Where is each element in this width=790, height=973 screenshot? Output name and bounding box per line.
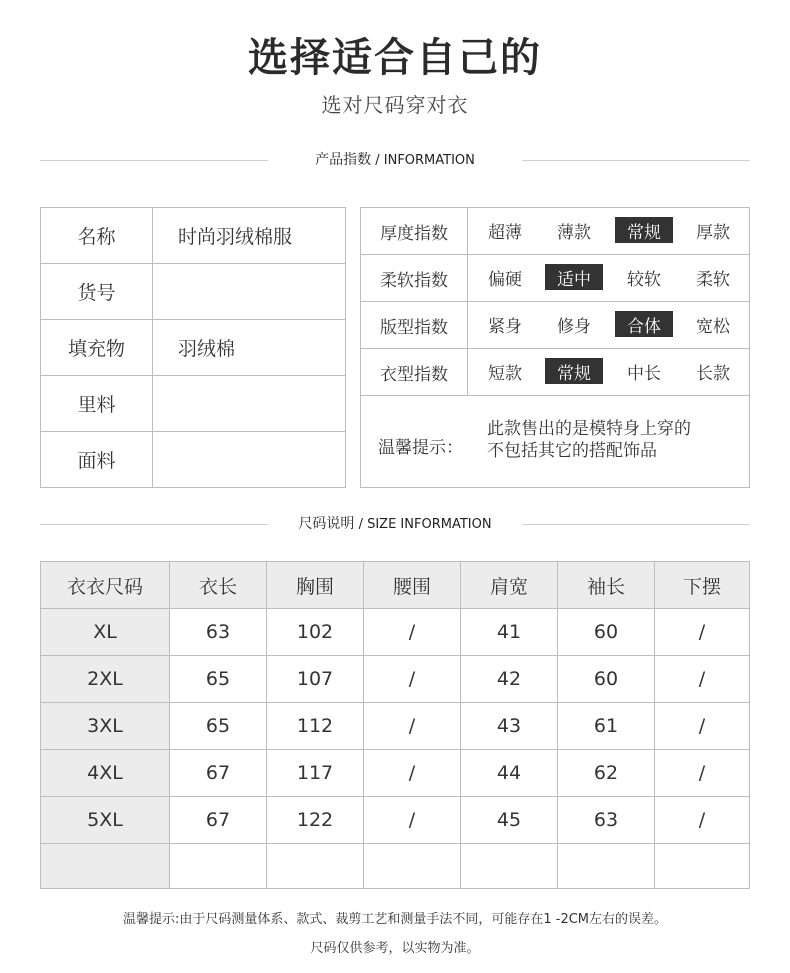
table-cell: 45 — [461, 797, 558, 843]
info-row-item-no — [41, 264, 345, 320]
product-info-table — [40, 207, 346, 488]
info-row-fabric — [41, 432, 345, 487]
size-table-header — [41, 562, 749, 609]
index-key: 衣型指数 — [361, 349, 468, 395]
section-label-cn: 尺码说明 — [298, 516, 355, 532]
table-row — [41, 750, 749, 797]
index-option-selected: 常规 — [615, 217, 673, 243]
table-cell: / — [364, 750, 461, 796]
index-key: 柔软指数 — [361, 255, 468, 301]
tip-text — [487, 418, 691, 462]
table-cell: 117 — [267, 750, 364, 796]
index-option: 长款 — [696, 363, 730, 384]
index-option: 短款 — [488, 363, 522, 384]
index-option-selected: 合体 — [615, 311, 673, 337]
index-option: 超薄 — [488, 222, 522, 243]
index-option: 偏硬 — [488, 269, 522, 290]
column-header: 下摆 — [682, 575, 721, 598]
index-option: 薄款 — [557, 222, 591, 243]
table-row — [41, 609, 749, 656]
table-cell: 112 — [267, 703, 364, 749]
column-header: 袖长 — [558, 562, 655, 608]
index-option: 较软 — [627, 269, 661, 290]
table-cell: / — [698, 668, 706, 690]
table-cell: 67 — [170, 797, 267, 843]
table-row-empty — [41, 844, 749, 888]
product-index-table — [360, 207, 750, 488]
table-row — [41, 703, 749, 750]
table-cell: / — [364, 656, 461, 702]
table-cell — [170, 844, 267, 888]
size-cell: 3XL — [41, 703, 170, 749]
index-option: 厚款 — [696, 222, 730, 243]
index-row-thickness — [361, 208, 749, 255]
table-cell: 41 — [461, 609, 558, 655]
table-row — [41, 656, 749, 703]
info-row-lining — [41, 376, 345, 432]
table-cell: 62 — [558, 750, 655, 796]
table-cell: 42 — [461, 656, 558, 702]
table-cell: / — [698, 715, 706, 737]
table-row — [41, 797, 749, 844]
table-cell — [461, 844, 558, 888]
table-cell: 61 — [558, 703, 655, 749]
table-cell: 60 — [558, 656, 655, 702]
column-header: 腰围 — [364, 562, 461, 608]
footer-note: 尺码仅供参考，以实物为准。 — [310, 941, 480, 956]
index-key: 厚度指数 — [361, 208, 468, 254]
index-option: 修身 — [557, 316, 591, 337]
index-option: 中长 — [627, 363, 661, 384]
info-key: 名称 — [41, 208, 153, 263]
table-cell: / — [364, 797, 461, 843]
info-value: 时尚羽绒棉服 — [178, 226, 293, 248]
tip-line: 不包括其它的搭配饰品 — [487, 441, 657, 461]
info-key: 里料 — [41, 376, 153, 431]
table-cell — [655, 844, 749, 888]
product-section-label — [40, 149, 750, 169]
product-section-heading — [40, 149, 750, 171]
table-cell: 67 — [170, 750, 267, 796]
info-row-name — [41, 208, 345, 264]
section-label-en: / SIZE INFORMATION — [354, 517, 492, 532]
tip-line: 此款售出的是模特身上穿的 — [487, 419, 691, 439]
info-key: 填充物 — [41, 320, 153, 375]
page-subtitle: 选对尺码穿对衣 — [321, 93, 469, 117]
size-table — [40, 561, 750, 889]
index-row-softness — [361, 255, 749, 302]
column-header: 衣长 — [170, 562, 267, 608]
table-cell: 65 — [170, 703, 267, 749]
size-section-heading — [40, 513, 750, 535]
table-cell: 107 — [267, 656, 364, 702]
table-cell: / — [698, 809, 706, 831]
section-label-en: / INFORMATION — [371, 153, 475, 168]
table-cell — [558, 844, 655, 888]
table-cell: 63 — [558, 797, 655, 843]
column-header: 胸围 — [267, 562, 364, 608]
table-cell: 43 — [461, 703, 558, 749]
table-cell: / — [364, 609, 461, 655]
size-cell — [41, 844, 170, 888]
info-row-filling — [41, 320, 345, 376]
table-cell: / — [364, 703, 461, 749]
info-key: 货号 — [41, 264, 153, 319]
table-cell: 60 — [558, 609, 655, 655]
size-cell: 5XL — [41, 797, 170, 843]
index-row-fit — [361, 302, 749, 349]
index-option: 宽松 — [696, 316, 730, 337]
index-option-selected: 常规 — [545, 358, 603, 384]
table-cell: 122 — [267, 797, 364, 843]
section-label-cn: 产品指数 — [315, 152, 372, 168]
index-option: 柔软 — [696, 269, 730, 290]
info-key: 面料 — [41, 432, 153, 487]
table-cell: 63 — [170, 609, 267, 655]
table-cell: / — [698, 762, 706, 784]
table-cell — [267, 844, 364, 888]
index-key: 版型指数 — [361, 302, 468, 348]
size-section-label — [40, 513, 750, 533]
size-cell: 4XL — [41, 750, 170, 796]
table-cell: 65 — [170, 656, 267, 702]
tip-label: 温馨提示： — [378, 438, 463, 458]
index-option-selected: 适中 — [545, 264, 603, 290]
table-cell: / — [698, 621, 706, 643]
page-title: 选择适合自己的 — [248, 35, 542, 81]
column-header: 肩宽 — [461, 562, 558, 608]
index-option: 紧身 — [488, 316, 522, 337]
size-cell: XL — [41, 609, 170, 655]
footer-note: 温馨提示:由于尺码测量体系、款式、裁剪工艺和测量手法不同，可能存在1 -2CM左右的误差。 — [122, 912, 668, 927]
column-header: 衣衣尺码 — [41, 562, 170, 608]
index-row-length — [361, 349, 749, 396]
table-cell: 44 — [461, 750, 558, 796]
size-cell: 2XL — [41, 656, 170, 702]
table-cell — [364, 844, 461, 888]
info-value: 羽绒棉 — [178, 338, 236, 360]
table-cell: 102 — [267, 609, 364, 655]
